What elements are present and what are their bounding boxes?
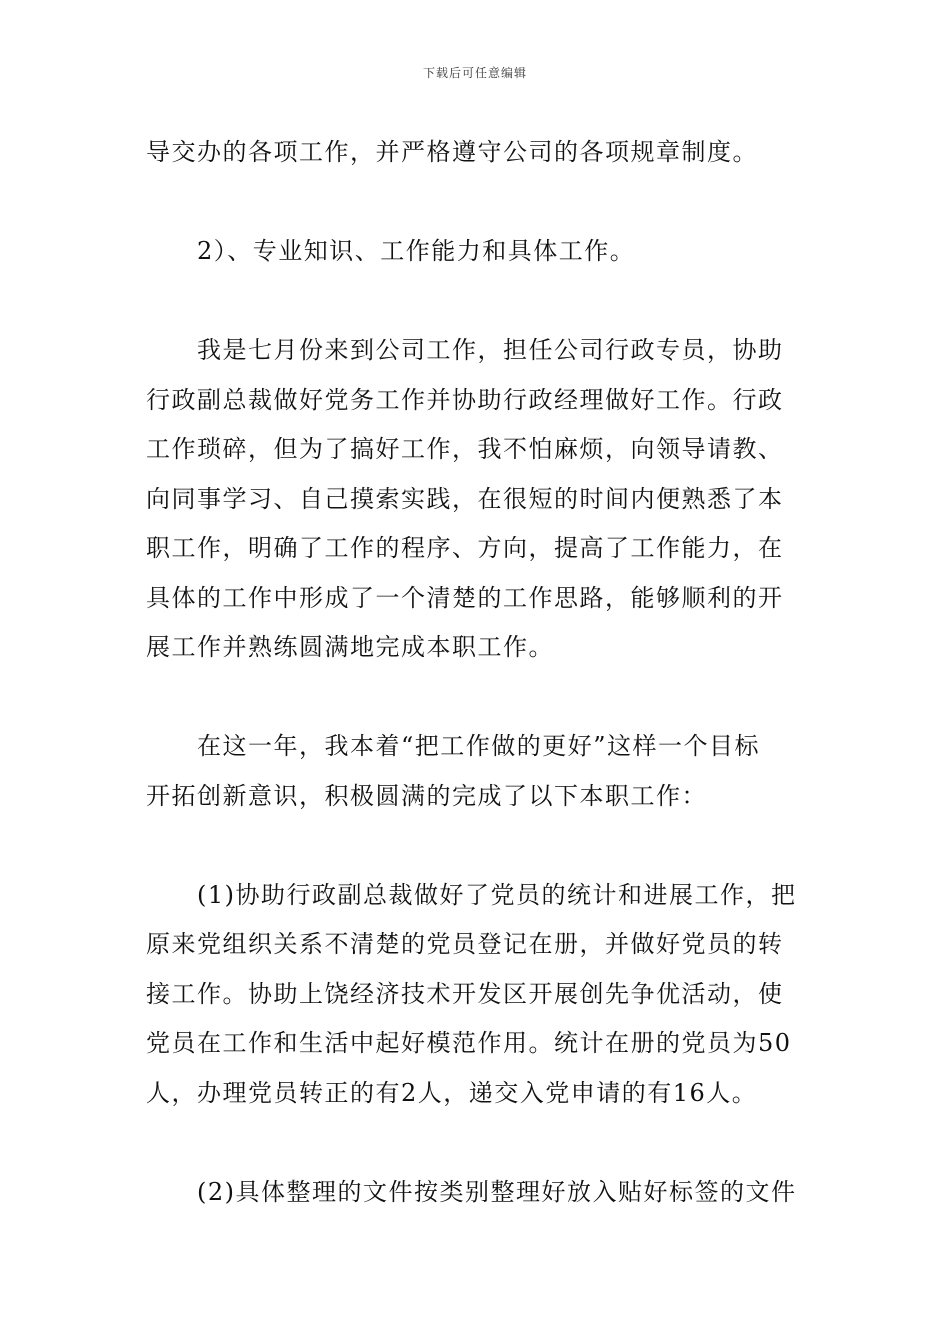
text-line: 接工作。协助上饶经济技术开发区开展创先争优活动，使 xyxy=(146,979,784,1008)
paragraph-gap xyxy=(146,277,806,327)
paragraph-yearly-goal xyxy=(146,722,806,821)
text-line: 展工作并熟练圆满地完成本职工作。 xyxy=(146,633,554,661)
page-header-note: 下载后可任意编辑 xyxy=(422,66,527,80)
text-line: 行政副总裁做好党务工作并协助行政经理做好工作。行政 xyxy=(146,385,784,414)
text-line: 开拓创新意识，积极圆满的完成了以下本职工作： xyxy=(146,781,707,810)
text-line: 具体的工作中形成了一个清楚的工作思路，能够顺利的开 xyxy=(146,583,784,612)
paragraph-continuation xyxy=(146,128,806,178)
text-line: (1)协助行政副总裁做好了党员的统计和进展工作，把 xyxy=(197,880,797,909)
paragraph-item-2 xyxy=(146,1168,806,1218)
text-line: 2）、专业知识、工作能力和具体工作。 xyxy=(197,237,636,265)
paragraph-item-1 xyxy=(146,871,806,1119)
text-line: 原来党组织关系不清楚的党员登记在册，并做好党员的转 xyxy=(146,930,784,958)
text-line: 职工作，明确了工作的程序、方向，提高了工作能力，在 xyxy=(146,534,784,562)
paragraph-gap xyxy=(146,673,806,723)
text-line: 党员在工作和生活中起好模范作用。统计在册的党员为50 xyxy=(146,1029,792,1057)
section-heading xyxy=(146,227,806,277)
text-line: (2)具体整理的文件按类别整理好放入贴好标签的文件 xyxy=(197,1177,797,1206)
text-line: 我是七月份来到公司工作，担任公司行政专员，协助 xyxy=(197,336,784,364)
text-line: 向同事学习、自己摸索实践，在很短的时间内便熟悉了本 xyxy=(146,484,784,513)
text-line: 在这一年，我本着“把工作做的更好”这样一个目标 xyxy=(197,732,761,760)
text-line: 工作琐碎，但为了搞好工作，我不怕麻烦，向领导请教、 xyxy=(146,435,784,463)
text-line: 人，办理党员转正的有2人，递交入党申请的有16人。 xyxy=(146,1078,758,1107)
paragraph-gap xyxy=(146,178,806,228)
text-line: 导交办的各项工作，并严格遵守公司的各项规章制度。 xyxy=(146,138,758,166)
paragraph-gap xyxy=(146,821,806,871)
document-body xyxy=(146,128,806,1217)
paragraph-gap xyxy=(146,1118,806,1168)
paragraph-job-description xyxy=(146,326,806,673)
